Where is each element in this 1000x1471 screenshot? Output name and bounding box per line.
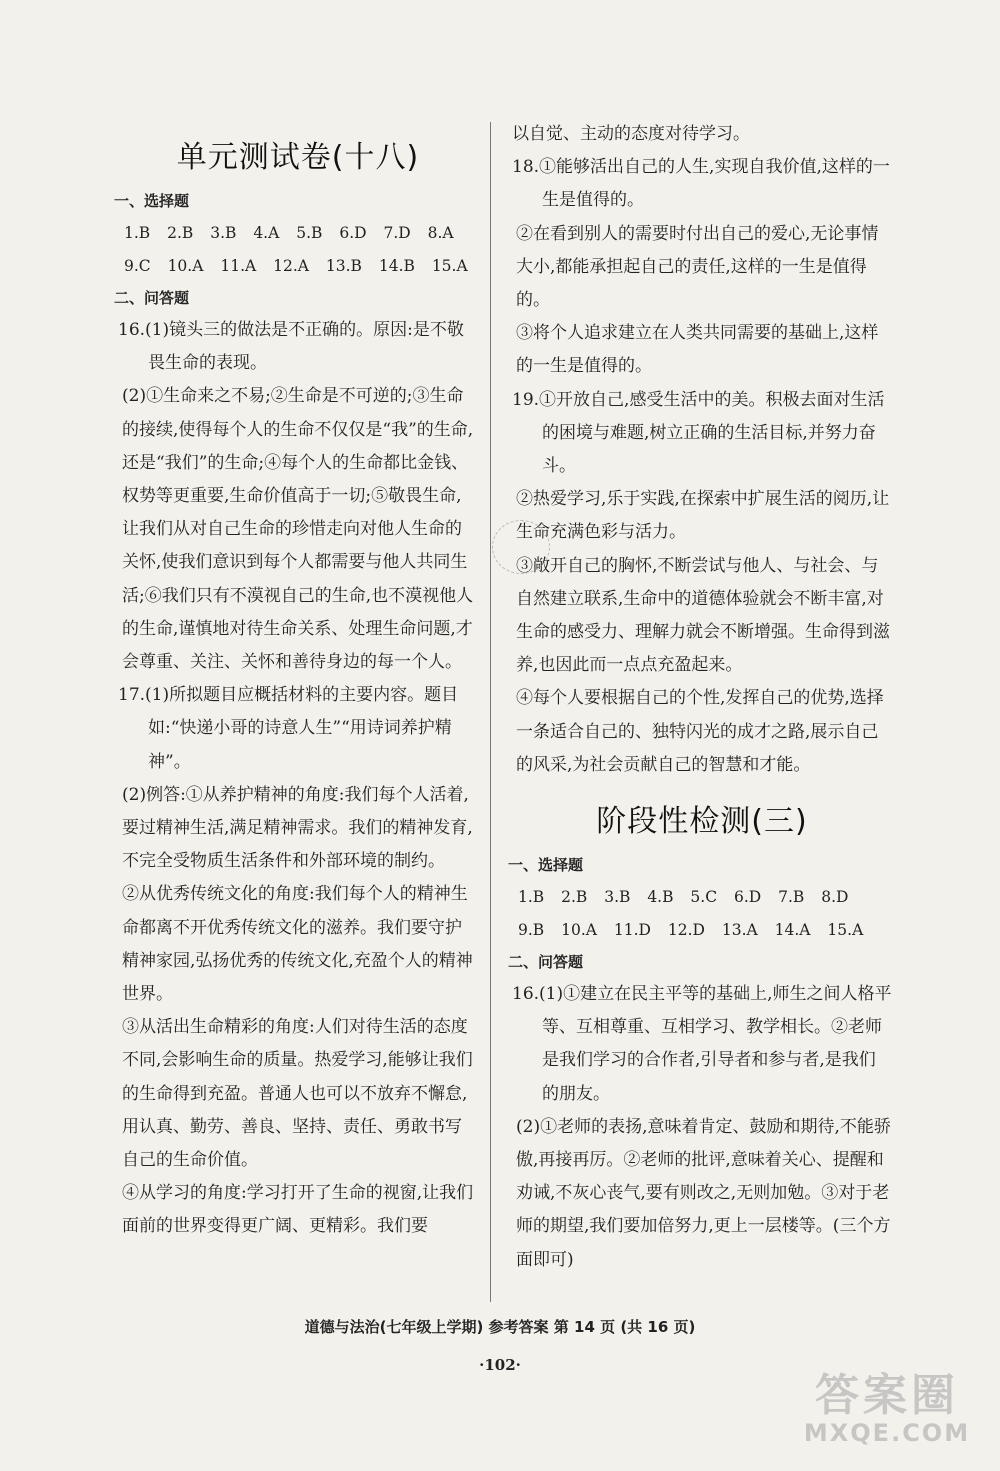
section-title: 阶段性检测(三) [596,804,808,840]
left-column [114,118,478,1244]
section-heading: 二、问答题 [508,953,584,972]
answer-paragraph: (2)①老师的表扬,意味着肯定、鼓励和期待,不能骄傲,再接再厉。②老师的批评,意味着关心、提醒和劝诫,不灰心丧气,要有则改之,无则加勉。③对于老师的期望,我们要加倍努力,更上一层楼等。(三个方面即可) [516,1116,891,1270]
watermark-text: 答案圈 [815,1370,959,1421]
answer-paragraph: (2)例答:①从养护精神的角度:我们每个人活着,要过精神生活,满足精神需求。我们的精神发育,不完全受物质生活条件和外部环境的制约。 [122,784,473,872]
answer-paragraph: ④从学习的角度:学习打开了生命的视窗,让我们面前的世界变得更广阔、更精彩。我们要 [122,1183,474,1237]
watermark-logo [792,1359,982,1449]
watermark-url: MXQE.COM [803,1419,971,1447]
answer-paragraph: 17.(1)所拟题目应概括材料的主要内容。题目如:“快递小哥的诗意人生”“用诗词养护精神”。 [118,685,459,772]
section-heading: 一、选择题 [508,856,584,875]
choice-answers-row: 1.B 2.B 3.B 4.B 5.C 6.D 7.B 8.D [518,888,849,907]
answer-paragraph: ③将个人追求建立在人类共同需要的基础上,这样的一生是值得的。 [516,323,879,377]
answer-paragraph: ③敞开自己的胸怀,不断尝试与他人、与社会、与自然建立联系,生命中的道德体验就会不断丰富,对生命的感受力、理解力就会不断增强。生命得到滋养,也因此而一点点充盈起来。 [516,555,890,676]
answer-paragraph: ④每个人要根据自己的个性,发挥自己的优势,选择一条适合自己的、独特闪光的成才之路,展示自己的风采,为社会贡献自己的智慧和才能。 [516,688,884,775]
right-column [508,118,892,1277]
column-divider [490,122,491,1302]
answer-paragraph: ②从优秀传统文化的角度:我们每个人的精神生命都离不开优秀传统文化的滋养。我们要守护精神家园,弘扬优秀的传统文化,充盈个人的精神世界。 [122,884,473,1005]
page-footer: 道德与法治(七年级上学期) 参考答案 第 14 页 (共 16 页) [304,1318,696,1336]
answer-paragraph: 18.①能够活出自己的人生,实现自我价值,这样的一生是值得的。 [512,157,890,211]
stamp-icon [492,520,550,574]
section-title: 单元测试卷(十八) [176,140,420,175]
section-heading: 一、选择题 [114,192,190,210]
section-heading: 二、问答题 [114,289,190,307]
answer-paragraph: 以自觉、主动的态度对待学习。 [512,124,750,144]
answer-paragraph: 19.①开放自己,感受生活中的美。积极去面对生活的困境与难题,树立正确的生活目标,并努力奋斗。 [512,389,885,477]
choice-answers-row: 9.C 10.A 11.A 12.A 13.B 14.B 15.A [124,257,468,275]
choice-answers-row: 1.B 2.B 3.B 4.A 5.B 6.D 7.D 8.A [124,224,454,242]
answer-paragraph: ②热爱学习,乐于实践,在探索中扩展生活的阅历,让生命充满色彩与活力。 [516,489,890,543]
choice-answers-row: 9.B 10.A 11.D 12.D 13.A 14.A 15.A [518,921,864,940]
answer-paragraph: ②在看到别人的需要时付出自己的爱心,无论事情大小,都能承担起自己的责任,这样的一生是值得的。 [516,223,879,311]
answer-paragraph: ③从活出生命精彩的角度:人们对待生活的态度不同,会影响生命的质量。热爱学习,能够让我们的生命得到充盈。普通人也可以不放弃不懈怠,用认真、勤劳、善良、坚持、责任、勇敢书写自己的生命价值。 [122,1017,473,1171]
answer-paragraph: (2)①生命来之不易;②生命是不可逆的;③生命的接续,使得每个人的生命不仅仅是“我”的生命,还是“我们”的生命;④每个人的生命都比金钱、权势等更重要,生命价值高于一切;⑤敬畏生命,让我们从对自己生命的珍惜走向对他人生命的关怀,使我们意识到每个人都需要与他人共同生活;⑥我们只有不漠视自己的生命,也不漠视他人的生命,谨慎地对待生命关系、处理生命问题,才会尊重、关注、关怀和善待身边的每一个人。 [122,386,474,673]
answer-paragraph: 16.(1)镜头三的做法是不正确的。原因:是不敬畏生命的表现。 [118,320,464,374]
page-number: ·102· [479,1356,521,1374]
answer-paragraph: 16.(1)①建立在民主平等的基础上,师生之间人格平等、互相尊重、互相学习、教学相长。②老师是我们学习的合作者,引导者和参与者,是我们的朋友。 [512,984,892,1104]
